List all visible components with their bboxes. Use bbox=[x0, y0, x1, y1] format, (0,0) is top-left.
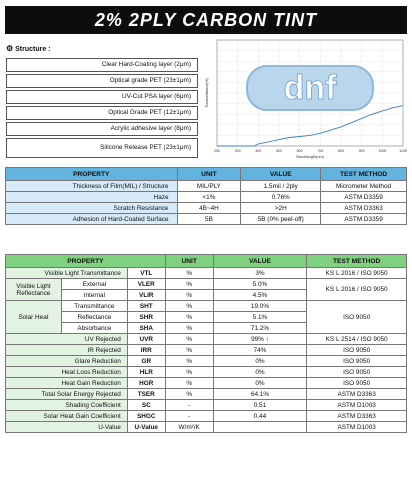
method-cell: ASTM D3363 bbox=[307, 389, 407, 400]
prop-cell: Haze bbox=[6, 192, 178, 203]
unit-cell: % bbox=[165, 378, 213, 389]
unit-cell: % bbox=[165, 312, 213, 323]
method-cell: ISO 9050 bbox=[307, 356, 407, 367]
x-tick-label: 800 bbox=[338, 149, 344, 153]
prop-cell: Heat Loss Reduction bbox=[6, 367, 128, 378]
value-cell: 1.5mil / 2ply bbox=[241, 181, 321, 192]
table-row bbox=[6, 356, 407, 367]
prop-cell: Total Solar Energy Rejected bbox=[6, 389, 128, 400]
symbol-cell: IRR bbox=[127, 345, 165, 356]
method-cell: KS L 2016 / ISO 9050 bbox=[307, 279, 407, 301]
x-tick-label: 500 bbox=[276, 149, 282, 153]
value-cell: 74% bbox=[213, 345, 307, 356]
table-row bbox=[6, 181, 407, 192]
layer-uv-psa: UV-Cut PSA layer (6μm) bbox=[6, 90, 198, 104]
value-cell: 5.0% bbox=[213, 279, 307, 290]
method-cell: ISO 9050 bbox=[307, 367, 407, 378]
method-cell: KS L 2016 / ISO 9050 bbox=[307, 268, 407, 279]
x-tick-label: 700 bbox=[317, 149, 324, 153]
value-cell: 0% bbox=[213, 378, 307, 389]
method-cell: KS L 2514 / ISO 9050 bbox=[307, 334, 407, 345]
x-tick-label: 1100 bbox=[399, 149, 407, 153]
method-cell: ASTM D3363 bbox=[321, 203, 407, 214]
method-cell: ASTM D1003 bbox=[307, 400, 407, 411]
value-cell: 64.1% bbox=[213, 389, 307, 400]
sub-cell: Absorbance bbox=[61, 323, 127, 334]
prop-cell: Scratch Resistance bbox=[6, 203, 178, 214]
col-header-test-method: TEST METHOD bbox=[307, 255, 407, 268]
unit-cell: % bbox=[165, 323, 213, 334]
col-header-value: VALUE bbox=[213, 255, 307, 268]
sub-cell: Internal bbox=[61, 290, 127, 301]
x-axis-label: Wavelength(nm) bbox=[296, 155, 324, 159]
table-row bbox=[6, 192, 407, 203]
table-row bbox=[6, 214, 407, 225]
unit-cell: 4B~4H bbox=[177, 203, 241, 214]
value-cell: 19.0% bbox=[213, 301, 307, 312]
x-tick-label: 1000 bbox=[378, 149, 387, 153]
unit-cell: % bbox=[165, 356, 213, 367]
layer-hard-coating: Clear Hard-Coating layer (2μm) bbox=[6, 58, 198, 72]
symbol-cell: GR bbox=[127, 356, 165, 367]
sub-cell: Reflectance bbox=[61, 312, 127, 323]
prop-cell: IR Rejected bbox=[6, 345, 128, 356]
unit-cell: - bbox=[165, 411, 213, 422]
value-cell: 71.2% bbox=[213, 323, 307, 334]
table-row bbox=[6, 367, 407, 378]
value-cell: 0.51 bbox=[213, 400, 307, 411]
prop-cell: Solar Heat Gain Coefficient bbox=[6, 411, 128, 422]
value-cell: 0.44 bbox=[213, 411, 307, 422]
unit-cell: % bbox=[165, 345, 213, 356]
value-cell: 0% bbox=[213, 356, 307, 367]
value-cell: 5.1% bbox=[213, 312, 307, 323]
value-cell: 0.76% bbox=[241, 192, 321, 203]
unit-cell: 5B bbox=[177, 214, 241, 225]
col-header-value: VALUE bbox=[241, 168, 321, 181]
symbol-cell: SHR bbox=[127, 312, 165, 323]
method-cell: ASTM D3363 bbox=[307, 411, 407, 422]
unit-cell: % bbox=[165, 279, 213, 290]
prop-group-cell: Solar Heat bbox=[6, 301, 62, 334]
method-cell: Micrometer Method bbox=[321, 181, 407, 192]
y-axis-label: Transmittance(%) bbox=[205, 78, 209, 108]
symbol-cell: U-Value bbox=[127, 422, 165, 433]
x-tick-label: 600 bbox=[296, 149, 303, 153]
transmittance-chart bbox=[203, 36, 409, 162]
unit-cell: MIL/PLY bbox=[177, 181, 241, 192]
gear-icon: ⚙ bbox=[6, 44, 14, 53]
symbol-cell: UVR bbox=[127, 334, 165, 345]
unit-cell: W/m²/K bbox=[165, 422, 213, 433]
value-cell: 99% ↑ bbox=[213, 334, 307, 345]
unit-cell: % bbox=[165, 334, 213, 345]
unit-cell: - bbox=[165, 400, 213, 411]
prop-cell: Heat Gain Reduction bbox=[6, 378, 128, 389]
x-tick-label: 900 bbox=[358, 149, 365, 153]
table-row bbox=[6, 400, 407, 411]
prop-cell: Adhesion of Hard-Coated Surface bbox=[6, 214, 178, 225]
structure-label bbox=[6, 44, 51, 53]
page-title: 2% 2PLY CARBON TINT bbox=[5, 6, 407, 34]
table-row bbox=[6, 422, 407, 433]
properties-table-2 bbox=[5, 254, 407, 433]
col-header-test-method: TEST METHOD bbox=[321, 168, 407, 181]
unit-cell: % bbox=[165, 290, 213, 301]
layer-optical-pet-2: Optical Grade PET (12±1μm) bbox=[6, 106, 198, 120]
value-cell: 5B (0% peel-off) bbox=[241, 214, 321, 225]
symbol-cell: TSER bbox=[127, 389, 165, 400]
symbol-cell: SHGC bbox=[127, 411, 165, 422]
x-tick-label: 400 bbox=[255, 149, 262, 153]
layer-optical-pet: Optical grade PET (23±1μm) bbox=[6, 74, 198, 88]
symbol-cell: VLER bbox=[127, 279, 165, 290]
symbol-cell: SHA bbox=[127, 323, 165, 334]
properties-table-1 bbox=[5, 167, 407, 225]
col-header-property: PROPERTY bbox=[6, 255, 166, 268]
method-cell: ASTM D3359 bbox=[321, 192, 407, 203]
prop-cell: Shading Coefficient bbox=[6, 400, 128, 411]
symbol-cell: SC bbox=[127, 400, 165, 411]
symbol-cell: VLIR bbox=[127, 290, 165, 301]
x-tick-label: 300 bbox=[234, 149, 241, 153]
prop-cell: Thickness of Film(MIL) / Structure bbox=[6, 181, 178, 192]
sub-cell: External bbox=[61, 279, 127, 290]
prop-group-cell: Visible Light Reflectance bbox=[6, 279, 62, 301]
prop-cell: Glare Reduction bbox=[6, 356, 128, 367]
value-cell: >2H bbox=[241, 203, 321, 214]
prop-cell: U-Value bbox=[6, 422, 128, 433]
table-row bbox=[6, 301, 407, 312]
symbol-cell: HGR bbox=[127, 378, 165, 389]
logo-text: dnf bbox=[283, 69, 337, 107]
table-row bbox=[6, 334, 407, 345]
layer-acrylic-adhesive: Acrylic adhesive layer (8μm) bbox=[6, 122, 198, 136]
prop-cell: Visible Light Transmittance bbox=[6, 268, 128, 279]
unit-cell: <1% bbox=[177, 192, 241, 203]
symbol-cell: HLR bbox=[127, 367, 165, 378]
table-row bbox=[6, 389, 407, 400]
method-cell: ISO 9050 bbox=[307, 378, 407, 389]
col-header-unit: UNIT bbox=[177, 168, 241, 181]
unit-cell: % bbox=[165, 367, 213, 378]
table-row bbox=[6, 268, 407, 279]
col-header-unit: UNIT bbox=[165, 255, 213, 268]
table-row bbox=[6, 345, 407, 356]
value-cell bbox=[213, 422, 307, 433]
value-cell: 0% bbox=[213, 367, 307, 378]
layer-stack bbox=[6, 58, 198, 160]
prop-cell: UV Rejected bbox=[6, 334, 128, 345]
method-cell: ISO 9050 bbox=[307, 301, 407, 334]
value-cell: 3% bbox=[213, 268, 307, 279]
method-cell: ASTM D1003 bbox=[307, 422, 407, 433]
table-row bbox=[6, 411, 407, 422]
unit-cell: % bbox=[165, 268, 213, 279]
symbol-cell: VTL bbox=[127, 268, 165, 279]
table-row bbox=[6, 378, 407, 389]
layer-silicone-release: Silicone Release PET (23±1μm) bbox=[6, 138, 198, 158]
unit-cell: % bbox=[165, 389, 213, 400]
value-cell: 4.5% bbox=[213, 290, 307, 301]
table-row bbox=[6, 279, 407, 290]
structure-label-text: Structure : bbox=[15, 46, 51, 53]
symbol-cell: SHT bbox=[127, 301, 165, 312]
col-header-property: PROPERTY bbox=[6, 168, 178, 181]
sub-cell: Transmittance bbox=[61, 301, 127, 312]
table-row bbox=[6, 203, 407, 214]
method-cell: ASTM D3359 bbox=[321, 214, 407, 225]
unit-cell: % bbox=[165, 301, 213, 312]
x-tick-label: 200 bbox=[214, 149, 220, 153]
method-cell: ISO 9050 bbox=[307, 345, 407, 356]
